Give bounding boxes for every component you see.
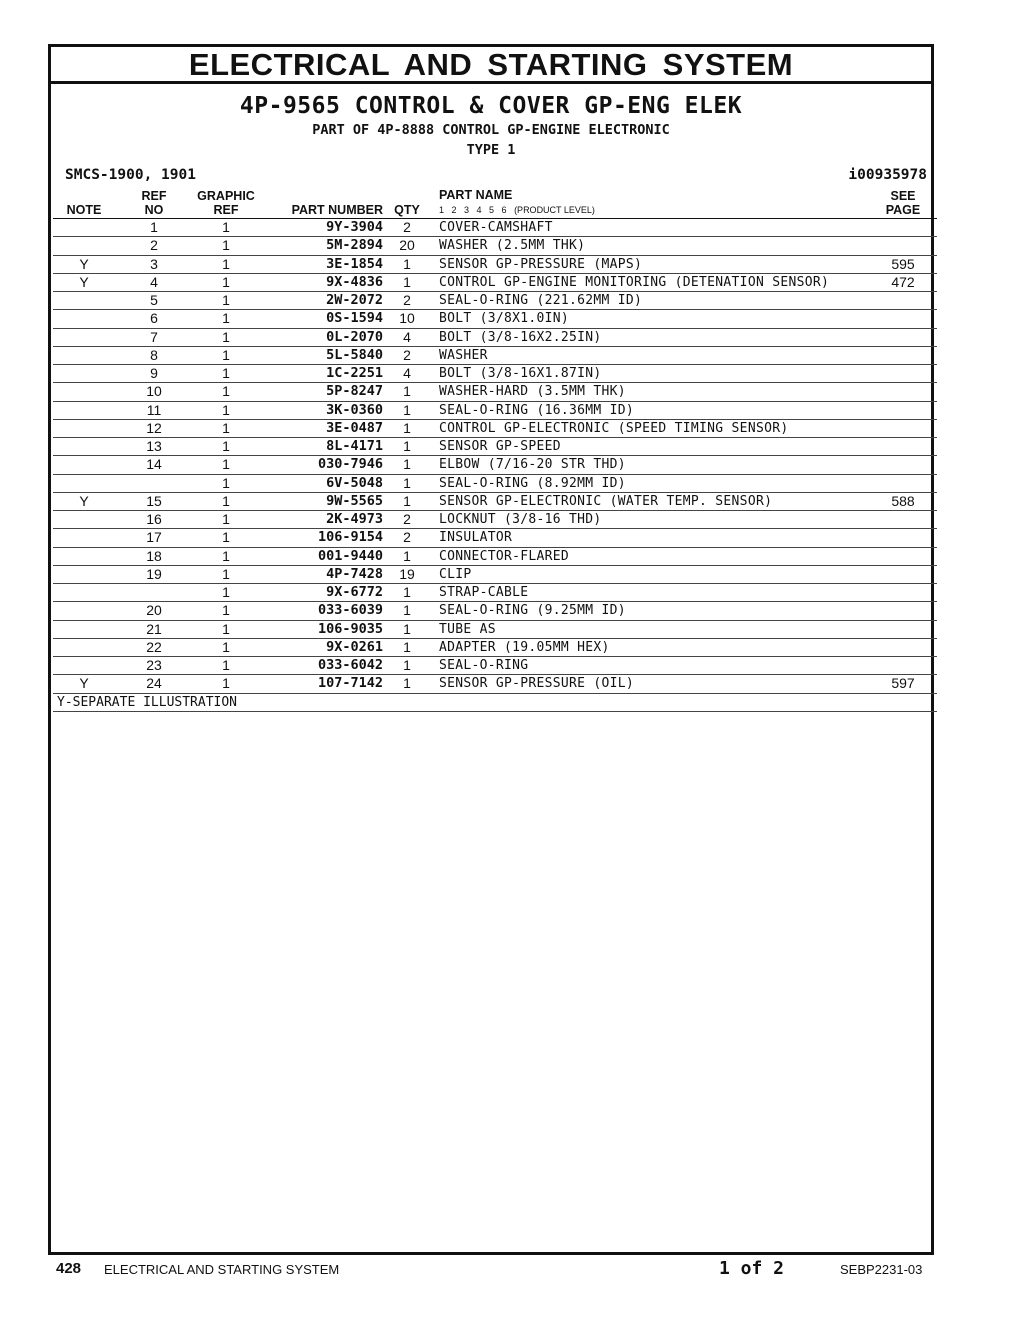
part-name-cell: WASHER-HARD (3.5MM THK) xyxy=(431,383,869,401)
page-footer xyxy=(56,1258,936,1282)
qty-cell: 1 xyxy=(383,675,431,693)
ref-no-cell: 3 xyxy=(115,255,193,273)
see-page-cell: 588 xyxy=(869,492,937,510)
see-page-cell xyxy=(869,565,937,583)
qty-cell: 1 xyxy=(383,401,431,419)
ref-no-cell: 2 xyxy=(115,237,193,255)
graphic-ref-cell: 1 xyxy=(193,438,259,456)
qty-cell: 4 xyxy=(383,328,431,346)
table-row xyxy=(53,547,937,565)
graphic-ref-cell: 1 xyxy=(193,292,259,310)
part-number-cell: 2W-2072 xyxy=(259,292,383,310)
ref-no-cell: 11 xyxy=(115,401,193,419)
table-row xyxy=(53,438,937,456)
qty-cell: 1 xyxy=(383,620,431,638)
part-number-cell: 9W-5565 xyxy=(259,492,383,510)
see-page-cell xyxy=(869,602,937,620)
see-page-cell: 472 xyxy=(869,273,937,291)
header-ref-no: REF NO xyxy=(115,186,193,219)
part-number-cell: 5L-5840 xyxy=(259,346,383,364)
table-row xyxy=(53,657,937,675)
note-cell xyxy=(53,219,115,237)
ref-no-cell xyxy=(115,474,193,492)
ref-no-cell: 16 xyxy=(115,511,193,529)
qty-cell: 1 xyxy=(383,383,431,401)
qty-cell: 2 xyxy=(383,219,431,237)
graphic-ref-cell: 1 xyxy=(193,346,259,364)
meta-row xyxy=(51,164,931,186)
table-row xyxy=(53,365,937,383)
part-number-cell: 2K-4973 xyxy=(259,511,383,529)
graphic-ref-cell: 1 xyxy=(193,657,259,675)
part-number-cell: 106-9035 xyxy=(259,620,383,638)
see-page-cell xyxy=(869,346,937,364)
qty-cell: 1 xyxy=(383,456,431,474)
note-cell xyxy=(53,237,115,255)
product-level-legend: 1 2 3 4 5 6 (PRODUCT LEVEL) xyxy=(439,205,595,215)
ref-no-cell: 12 xyxy=(115,419,193,437)
note-cell xyxy=(53,602,115,620)
ref-no-cell: 13 xyxy=(115,438,193,456)
graphic-ref-cell: 1 xyxy=(193,675,259,693)
part-number-cell: 9X-6772 xyxy=(259,584,383,602)
see-page-cell xyxy=(869,328,937,346)
footer-section: ELECTRICAL AND STARTING SYSTEM xyxy=(104,1262,340,1277)
table-row xyxy=(53,401,937,419)
type-line: TYPE 1 xyxy=(466,142,516,158)
ref-no-cell: 23 xyxy=(115,657,193,675)
table-header-row xyxy=(53,186,937,219)
table-row xyxy=(53,638,937,656)
part-number-cell: 1C-2251 xyxy=(259,365,383,383)
part-name-cell: ADAPTER (19.05MM HEX) xyxy=(431,638,869,656)
table-row xyxy=(53,565,937,583)
table-row xyxy=(53,419,937,437)
see-page-cell xyxy=(869,547,937,565)
qty-cell: 1 xyxy=(383,273,431,291)
ref-no-cell: 9 xyxy=(115,365,193,383)
smcs-code: SMCS-1900, 1901 xyxy=(65,167,196,183)
note-cell xyxy=(53,620,115,638)
part-name-cell: SEAL-O-RING (8.92MM ID) xyxy=(431,474,869,492)
part-name-cell: SENSOR GP-ELECTRONIC (WATER TEMP. SENSOR) xyxy=(431,492,869,510)
see-page-cell xyxy=(869,383,937,401)
group-title: 4P-9565 CONTROL & COVER GP-ENG ELEK xyxy=(239,93,743,119)
part-number-cell: 3E-0487 xyxy=(259,419,383,437)
graphic-ref-cell: 1 xyxy=(193,511,259,529)
note-cell xyxy=(53,328,115,346)
see-page-cell xyxy=(869,638,937,656)
graphic-ref-cell: 1 xyxy=(193,547,259,565)
note-cell: Y xyxy=(53,255,115,273)
note-cell xyxy=(53,292,115,310)
see-page-cell xyxy=(869,292,937,310)
table-row xyxy=(53,620,937,638)
see-page-cell xyxy=(869,620,937,638)
ref-no-cell: 7 xyxy=(115,328,193,346)
ref-no-cell: 1 xyxy=(115,219,193,237)
note-cell xyxy=(53,547,115,565)
part-number-cell: 033-6042 xyxy=(259,657,383,675)
note-cell xyxy=(53,511,115,529)
qty-cell: 1 xyxy=(383,547,431,565)
qty-cell: 20 xyxy=(383,237,431,255)
see-page-cell xyxy=(869,365,937,383)
part-name-cell: STRAP-CABLE xyxy=(431,584,869,602)
graphic-ref-cell: 1 xyxy=(193,584,259,602)
see-page-cell xyxy=(869,237,937,255)
part-number-cell: 6V-5048 xyxy=(259,474,383,492)
part-name-cell: SENSOR GP-PRESSURE (MAPS) xyxy=(431,255,869,273)
table-row xyxy=(53,292,937,310)
table-row xyxy=(53,529,937,547)
part-name-cell: ELBOW (7/16-20 STR THD) xyxy=(431,456,869,474)
ref-no-cell: 5 xyxy=(115,292,193,310)
page-number: 428 xyxy=(56,1260,82,1277)
table-row xyxy=(53,456,937,474)
note-cell: Y xyxy=(53,492,115,510)
part-number-cell: 0S-1594 xyxy=(259,310,383,328)
qty-cell: 1 xyxy=(383,255,431,273)
part-name-cell: INSULATOR xyxy=(431,529,869,547)
ref-no-cell: 22 xyxy=(115,638,193,656)
part-number-cell: 3E-1854 xyxy=(259,255,383,273)
illustration-id: i00935978 xyxy=(848,167,927,183)
qty-cell: 1 xyxy=(383,474,431,492)
header-part-name: PART NAME 1 2 3 4 5 6 (PRODUCT LEVEL) xyxy=(431,186,869,219)
see-page-cell xyxy=(869,456,937,474)
note-cell xyxy=(53,346,115,364)
graphic-ref-cell: 1 xyxy=(193,273,259,291)
ref-no-cell: 19 xyxy=(115,565,193,583)
see-page-cell xyxy=(869,419,937,437)
part-name-cell: LOCKNUT (3/8-16 THD) xyxy=(431,511,869,529)
see-page-cell xyxy=(869,657,937,675)
part-name-cell: CONNECTOR-FLARED xyxy=(431,547,869,565)
table-row xyxy=(53,584,937,602)
graphic-ref-cell: 1 xyxy=(193,565,259,583)
qty-cell: 2 xyxy=(383,346,431,364)
ref-no-cell: 21 xyxy=(115,620,193,638)
graphic-ref-cell: 1 xyxy=(193,365,259,383)
note-cell xyxy=(53,419,115,437)
graphic-ref-cell: 1 xyxy=(193,602,259,620)
ref-no-cell: 4 xyxy=(115,273,193,291)
part-number-cell: 9Y-3904 xyxy=(259,219,383,237)
qty-cell: 4 xyxy=(383,365,431,383)
document-id: SEBP2231-03 xyxy=(840,1262,923,1277)
part-name-cell: SEAL-O-RING (221.62MM ID) xyxy=(431,292,869,310)
note-cell: Y xyxy=(53,675,115,693)
qty-cell: 1 xyxy=(383,657,431,675)
part-number-cell: 107-7142 xyxy=(259,675,383,693)
part-number-cell: 8L-4171 xyxy=(259,438,383,456)
header-see-page: SEE PAGE xyxy=(869,186,937,219)
see-page-cell xyxy=(869,511,937,529)
part-of-line: PART OF 4P-8888 CONTROL GP-ENGINE ELECTRONIC xyxy=(312,122,670,138)
parts-table xyxy=(53,186,937,712)
graphic-ref-cell: 1 xyxy=(193,638,259,656)
ref-no-cell: 8 xyxy=(115,346,193,364)
part-name-cell: WASHER xyxy=(431,346,869,364)
part-name-cell: SEAL-O-RING (9.25MM ID) xyxy=(431,602,869,620)
see-page-cell xyxy=(869,310,937,328)
ref-no-cell: 20 xyxy=(115,602,193,620)
table-row xyxy=(53,474,937,492)
table-row xyxy=(53,511,937,529)
page-frame xyxy=(48,44,934,1255)
part-name-cell: CONTROL GP-ELECTRONIC (SPEED TIMING SENSOR) xyxy=(431,419,869,437)
graphic-ref-cell: 1 xyxy=(193,255,259,273)
ref-no-cell xyxy=(115,584,193,602)
note-cell xyxy=(53,365,115,383)
graphic-ref-cell: 1 xyxy=(193,383,259,401)
ref-no-cell: 15 xyxy=(115,492,193,510)
graphic-ref-cell: 1 xyxy=(193,492,259,510)
part-number-cell: 0L-2070 xyxy=(259,328,383,346)
part-name-cell: WASHER (2.5MM THK) xyxy=(431,237,869,255)
note-cell xyxy=(53,638,115,656)
ref-no-cell: 24 xyxy=(115,675,193,693)
qty-cell: 1 xyxy=(383,602,431,620)
graphic-ref-cell: 1 xyxy=(193,328,259,346)
header-graphic-ref: GRAPHIC REF xyxy=(193,186,259,219)
part-name-cell: CONTROL GP-ENGINE MONITORING (DETENATION SENSOR) xyxy=(431,273,869,291)
part-number-cell: 5P-8247 xyxy=(259,383,383,401)
qty-cell: 1 xyxy=(383,638,431,656)
note-cell xyxy=(53,456,115,474)
table-row xyxy=(53,219,937,237)
qty-cell: 1 xyxy=(383,584,431,602)
graphic-ref-cell: 1 xyxy=(193,620,259,638)
part-number-cell: 5M-2894 xyxy=(259,237,383,255)
see-page-cell: 595 xyxy=(869,255,937,273)
graphic-ref-cell: 1 xyxy=(193,237,259,255)
see-page-cell: 597 xyxy=(869,675,937,693)
note-cell xyxy=(53,565,115,583)
graphic-ref-cell: 1 xyxy=(193,401,259,419)
note-cell xyxy=(53,657,115,675)
footnote: Y-SEPARATE ILLUSTRATION xyxy=(53,693,937,711)
note-cell xyxy=(53,438,115,456)
table-row xyxy=(53,328,937,346)
table-row xyxy=(53,273,937,291)
note-cell xyxy=(53,401,115,419)
part-number-cell: 030-7946 xyxy=(259,456,383,474)
table-row xyxy=(53,492,937,510)
qty-cell: 1 xyxy=(383,419,431,437)
part-name-cell: SEAL-O-RING (16.36MM ID) xyxy=(431,401,869,419)
ref-no-cell: 14 xyxy=(115,456,193,474)
table-row xyxy=(53,602,937,620)
note-cell xyxy=(53,584,115,602)
see-page-cell xyxy=(869,438,937,456)
ref-no-cell: 18 xyxy=(115,547,193,565)
footnote-row xyxy=(53,693,937,711)
note-cell: Y xyxy=(53,273,115,291)
graphic-ref-cell: 1 xyxy=(193,419,259,437)
see-page-cell xyxy=(869,584,937,602)
part-number-cell: 3K-0360 xyxy=(259,401,383,419)
ref-no-cell: 6 xyxy=(115,310,193,328)
graphic-ref-cell: 1 xyxy=(193,310,259,328)
part-name-cell: COVER-CAMSHAFT xyxy=(431,219,869,237)
see-page-cell xyxy=(869,219,937,237)
see-page-cell xyxy=(869,401,937,419)
note-cell xyxy=(53,529,115,547)
table-row xyxy=(53,255,937,273)
qty-cell: 2 xyxy=(383,529,431,547)
graphic-ref-cell: 1 xyxy=(193,219,259,237)
graphic-ref-cell: 1 xyxy=(193,456,259,474)
table-row xyxy=(53,675,937,693)
part-name-cell: BOLT (3/8X1.0IN) xyxy=(431,310,869,328)
table-row xyxy=(53,346,937,364)
part-number-cell: 001-9440 xyxy=(259,547,383,565)
see-page-cell xyxy=(869,474,937,492)
part-number-cell: 9X-4836 xyxy=(259,273,383,291)
part-number-cell: 033-6039 xyxy=(259,602,383,620)
page-of: 1 of 2 xyxy=(719,1258,785,1279)
note-cell xyxy=(53,474,115,492)
part-name-cell: CLIP xyxy=(431,565,869,583)
part-name-cell: SENSOR GP-SPEED xyxy=(431,438,869,456)
ref-no-cell: 17 xyxy=(115,529,193,547)
qty-cell: 2 xyxy=(383,511,431,529)
note-cell xyxy=(53,383,115,401)
qty-cell: 19 xyxy=(383,565,431,583)
qty-cell: 2 xyxy=(383,292,431,310)
part-name-cell: SENSOR GP-PRESSURE (OIL) xyxy=(431,675,869,693)
part-name-cell: TUBE AS xyxy=(431,620,869,638)
header-qty: QTY xyxy=(383,186,431,219)
part-name-cell: SEAL-O-RING xyxy=(431,657,869,675)
part-name-cell: BOLT (3/8-16X2.25IN) xyxy=(431,328,869,346)
part-name-cell: BOLT (3/8-16X1.87IN) xyxy=(431,365,869,383)
header-note: NOTE xyxy=(53,186,115,219)
part-number-cell: 106-9154 xyxy=(259,529,383,547)
table-row xyxy=(53,310,937,328)
ref-no-cell: 10 xyxy=(115,383,193,401)
qty-cell: 10 xyxy=(383,310,431,328)
graphic-ref-cell: 1 xyxy=(193,474,259,492)
parts-table-body xyxy=(53,219,937,694)
table-row xyxy=(53,383,937,401)
note-cell xyxy=(53,310,115,328)
qty-cell: 1 xyxy=(383,438,431,456)
part-number-cell: 9X-0261 xyxy=(259,638,383,656)
section-title: ELECTRICAL AND STARTING SYSTEM xyxy=(51,47,931,84)
graphic-ref-cell: 1 xyxy=(193,529,259,547)
header-part-number: PART NUMBER xyxy=(259,186,383,219)
table-row xyxy=(53,237,937,255)
part-number-cell: 4P-7428 xyxy=(259,565,383,583)
qty-cell: 1 xyxy=(383,492,431,510)
see-page-cell xyxy=(869,529,937,547)
